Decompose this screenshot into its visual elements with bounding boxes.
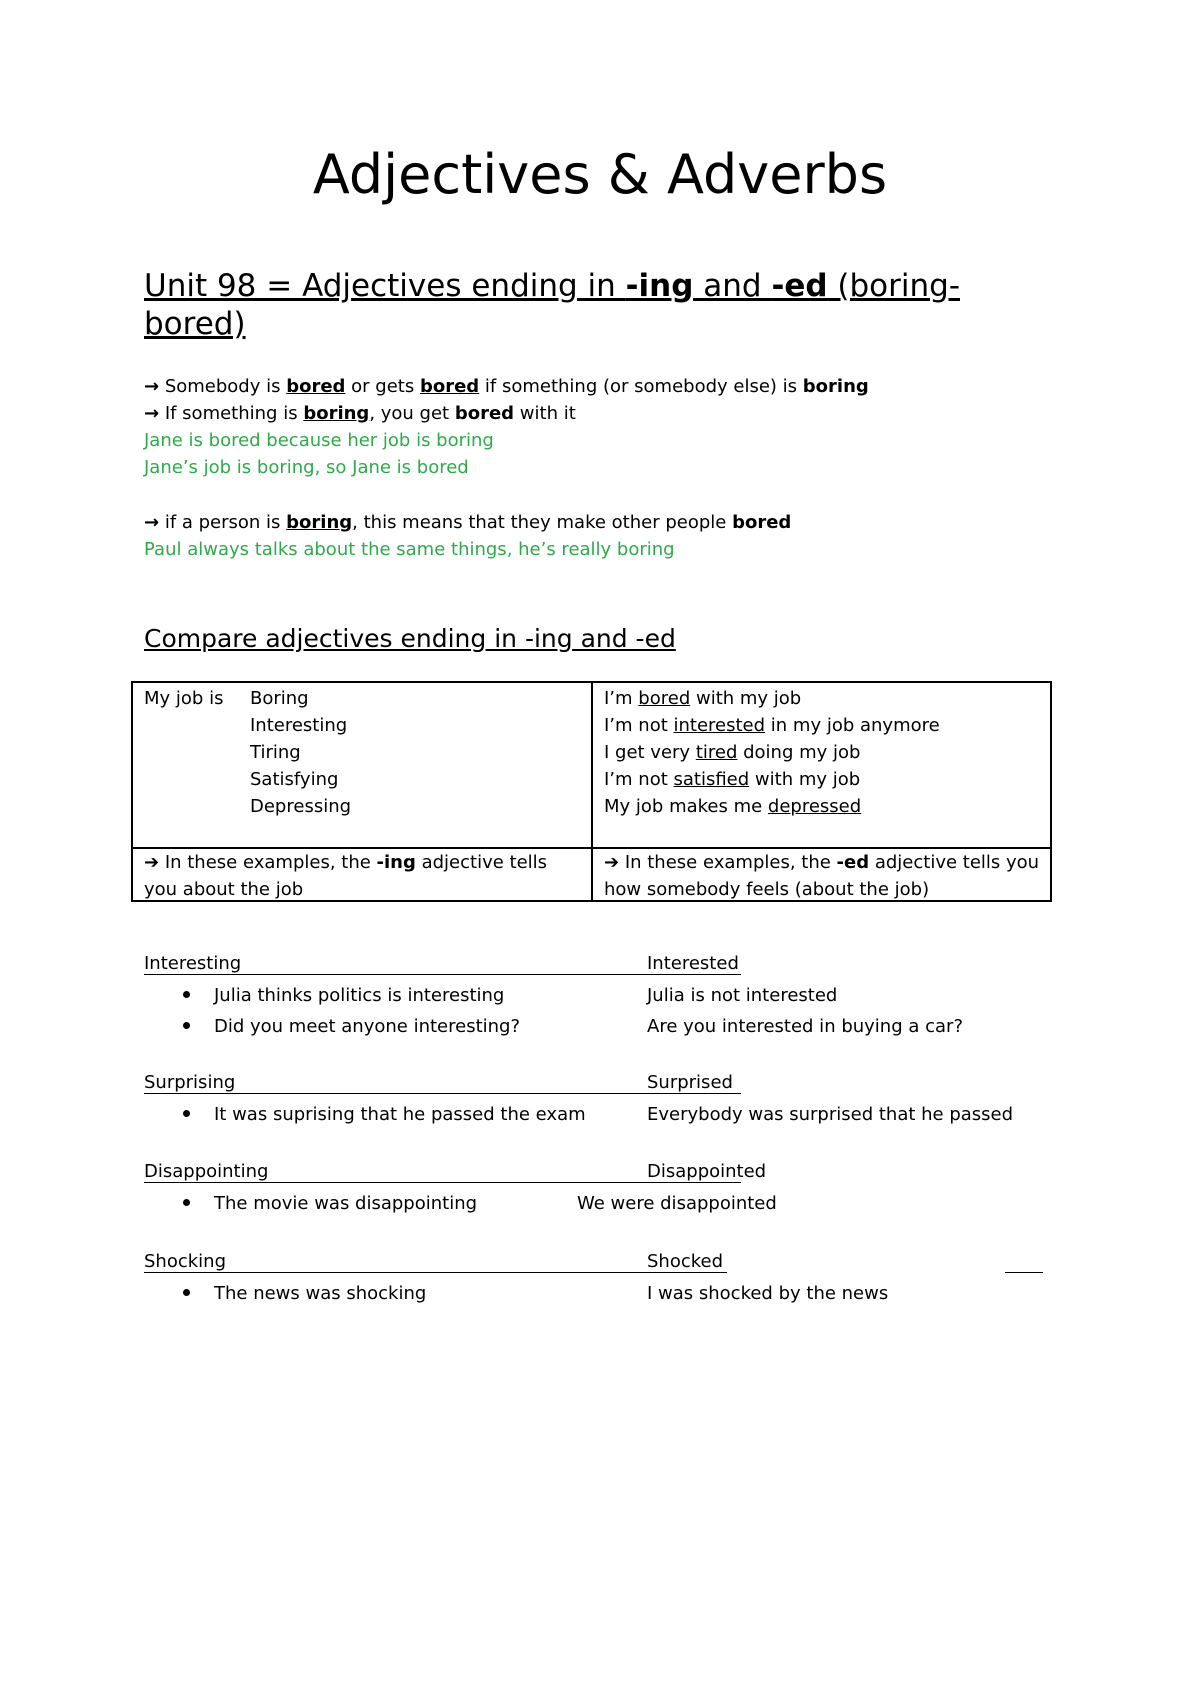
pair-ing-example-text: Did you meet anyone interesting?: [214, 1016, 521, 1037]
ed-sentence: [604, 712, 940, 739]
pair-ed-heading: Disappointed: [647, 1161, 767, 1182]
rule-3: [144, 509, 791, 536]
unit-heading-prefix: Unit 98 = Adjectives ending in: [144, 268, 626, 304]
pair-ing-example: [183, 1013, 520, 1040]
ed-sentence-post: with my job: [749, 769, 861, 790]
note-right: [604, 849, 1039, 903]
ed-sentence: [604, 739, 940, 766]
bullet-icon: [183, 1022, 190, 1029]
example-2: Jane’s job is boring, so Jane is bored: [144, 457, 469, 478]
pair-ing-example: [183, 1190, 477, 1217]
ed-sentence-pre: I’m not: [604, 715, 674, 736]
pair-ing-example-text: Julia thinks politics is interesting: [214, 985, 505, 1006]
rule-3-bored: bored: [732, 512, 792, 533]
pair-ed-example: I was shocked by the news: [647, 1283, 889, 1304]
unit-heading-suffix: (boring-: [827, 268, 961, 304]
pair-ed-heading: Shocked: [647, 1251, 724, 1272]
pair-ing-heading: Disappointing: [144, 1161, 269, 1182]
pair-ing-example: [183, 1280, 426, 1307]
rule-1-bored-2: bored: [419, 376, 480, 397]
bullet-icon: [183, 1289, 190, 1296]
bullet-icon: [183, 1110, 190, 1117]
ed-sentence-pre: I’m: [604, 688, 639, 709]
note-left-text-a: In these examples, the: [159, 852, 377, 873]
arrow-bold-icon: ➔: [144, 852, 160, 873]
ing-word: Depressing: [250, 796, 352, 817]
note-right-text-c: adjective tells you: [869, 852, 1040, 873]
pair-ing-heading: Interesting: [144, 953, 242, 974]
bullet-icon: [183, 1199, 190, 1206]
pair-ing-example: [183, 982, 504, 1009]
rule-1-boring: boring: [802, 376, 869, 397]
rule-2-bored: bored: [454, 403, 515, 424]
note-right-ed: -ed: [836, 852, 870, 873]
compare-table: [131, 681, 1052, 902]
note-left-text-c: adjective tells: [415, 852, 548, 873]
pair-ing-example: [183, 1101, 586, 1128]
rule-1-text-e: if something (or somebody else) is: [479, 376, 803, 397]
pair-underline: [144, 1182, 741, 1183]
unit-heading-and: and: [693, 268, 772, 304]
ed-sentence-post: doing my job: [737, 742, 861, 763]
ed-sentence-pre: I’m not: [604, 769, 674, 790]
pair-ed-example: We were disappointed: [577, 1193, 777, 1214]
pair-ed-example: Julia is not interested: [647, 985, 838, 1006]
rule-1-bored-1: bored: [286, 376, 346, 397]
ing-word: Tiring: [250, 742, 301, 763]
pair-ing-example-text: It was suprising that he passed the exam: [214, 1104, 586, 1125]
rule-1-text-c: or gets: [345, 376, 420, 397]
rule-3-boring: boring: [286, 512, 353, 533]
ed-sentence-word: depressed: [767, 796, 862, 817]
rule-1: [144, 373, 869, 400]
pair-underline-tail: [1005, 1272, 1043, 1273]
arrow-right-icon: →: [144, 512, 160, 533]
pair-ed-example: Are you interested in buying a car?: [647, 1016, 963, 1037]
ing-word: Satisfying: [250, 769, 339, 790]
ed-sentence-word: interested: [673, 715, 766, 736]
note-left-ing: -ing: [376, 852, 416, 873]
ed-sentence-word: bored: [638, 688, 691, 709]
ed-sentence: [604, 685, 940, 712]
note-right-text-d: how somebody feels (about the job): [604, 879, 930, 900]
unit-heading-ing: -ing: [625, 268, 694, 304]
rule-2-text-e: with it: [514, 403, 576, 424]
pair-underline: [144, 1093, 741, 1094]
unit-heading-ed: -ed: [771, 268, 828, 304]
table-divider-vertical: [591, 683, 593, 900]
pair-ing-heading: Shocking: [144, 1251, 227, 1272]
rule-3-text-c: , this means that they make other people: [352, 512, 733, 533]
pair-ing-heading: Surprising: [144, 1072, 236, 1093]
arrow-right-icon: →: [144, 376, 160, 397]
ed-sentence-pre: My job makes me: [604, 796, 768, 817]
rule-2: [144, 400, 576, 427]
pair-ed-heading: Surprised: [647, 1072, 733, 1093]
ed-sentence: [604, 766, 940, 793]
ing-word: Interesting: [250, 715, 348, 736]
rule-3-text-a: if a person is: [159, 512, 287, 533]
page-title: Adjectives & Adverbs: [312, 143, 888, 206]
bullet-icon: [183, 991, 190, 998]
pair-ing-example-text: The movie was disappointing: [214, 1193, 478, 1214]
rule-2-text-c: , you get: [369, 403, 455, 424]
ing-word-list: [250, 685, 351, 820]
ing-word: Boring: [250, 688, 309, 709]
pair-ing-example-text: The news was shocking: [214, 1283, 427, 1304]
ed-sentence-word: tired: [695, 742, 738, 763]
ed-sentence-pre: I get very: [604, 742, 696, 763]
rule-2-boring: boring: [303, 403, 370, 424]
arrow-right-icon: →: [144, 403, 160, 424]
compare-heading: Compare adjectives ending in -ing and -ed: [144, 624, 676, 653]
ed-sentence-list: [604, 685, 940, 820]
pair-ed-heading: Interested: [647, 953, 739, 974]
note-left-text-d: you about the job: [144, 879, 304, 900]
pair-underline: [144, 1272, 727, 1273]
note-left: [144, 849, 547, 903]
ed-sentence: [604, 793, 940, 820]
table-left-label: My job is: [144, 688, 224, 709]
ed-sentence-word: satisfied: [673, 769, 750, 790]
pair-underline: [144, 974, 741, 975]
example-3: Paul always talks about the same things, he’s really boring: [144, 539, 675, 560]
pair-ed-example: Everybody was surprised that he passed: [647, 1104, 1014, 1125]
note-right-text-a: In these examples, the: [619, 852, 837, 873]
example-1: Jane is bored because her job is boring: [144, 430, 494, 451]
rule-2-text-a: If something is: [159, 403, 304, 424]
unit-heading-line2: bored): [144, 306, 246, 342]
unit-heading: [144, 267, 1044, 343]
ed-sentence-post: with my job: [690, 688, 802, 709]
rule-1-text-a: Somebody is: [159, 376, 287, 397]
ed-sentence-post: in my job anymore: [765, 715, 940, 736]
arrow-bold-icon: ➔: [604, 852, 620, 873]
